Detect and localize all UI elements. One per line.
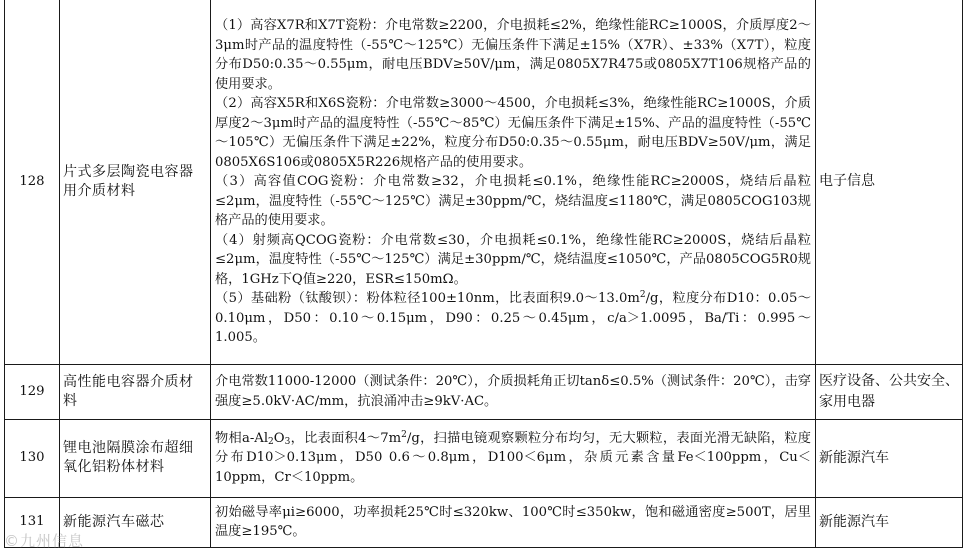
spec-text: /g，粒度分布D10：0.05～0.10μm，D50：0.10～0.15μm，D90：0.25～0.45μm，c/a＞1.0095，Ba/Ti：0.995～1.005。 — [215, 291, 811, 345]
application-field: 电子信息 — [816, 0, 963, 364]
spec-text: /g，扫描电镜观察颗粒分布均匀，无大颗粒，表面光滑无缺陷，粒度分布D10＞0.13μm，D50 0.6～0.8μm，D100＜6μm，杂质元素含量Fe＜100ppm，Cu＜10ppm，Cr＜10ppm。 — [215, 430, 811, 485]
spec-paragraph: （2）高容X5R和X6S瓷粉：介电常数≥3000～4500，介电损耗≤3%，绝缘性能RC≥1000S，介质厚度2～3μm时产品的温度特性（-55℃～85℃）无偏压条件下满足±15%、产品的温度特性（-55℃～105℃）无偏压条件下满足±22%，粒度分布D50:0.35～0.55μm，耐电压BDV≥50V/μm，满足0805X6S106或0805X5R226规格产品的使用要求。 — [215, 96, 811, 170]
table-row — [5, 0, 963, 364]
spec-cell: 初始磁导率μi≥6000，功率损耗25℃时≤320kw、100℃时≤350kw，饱和磁通密度≥500T，居里温度≥195℃。 — [211, 497, 816, 547]
spec-cell: 介电常数11000-12000（测试条件：20℃），介质损耗角正切tanδ≤0.5%（测试条件：20℃），击穿强度≥5.0kV·AC/mm，抗浪涌冲击≥9kV·AC。 — [211, 364, 816, 419]
watermark: ©九州信息 — [4, 532, 85, 550]
spec-cell — [211, 0, 816, 364]
application-field: 新能源汽车 — [816, 497, 963, 547]
table-row — [5, 497, 963, 547]
spec-text: 物相a-Al — [215, 430, 269, 446]
subscript: 3 — [284, 436, 291, 447]
spec-paragraph: （4）射频高QCOG瓷粉：介电常数≤30，介电损耗≤0.1%，绝缘性能RC≥2000S，烧结后晶粒≤2μm，温度特性（-55℃～125℃）满足±30ppm/℃，烧结温度≤1050℃，产品0805COG5R0规格，1GHz下Q值≥220，ESR≤150mΩ。 — [215, 232, 811, 287]
spec-text: （5）基础粉（钛酸钡）：粉体粒径100±10nm，比表面积9.0～13.0m — [215, 291, 640, 306]
spec-paragraph: （3）高容值COG瓷粉：介电常数≥32，介电损耗≤0.1%，绝缘性能RC≥2000S，烧结后晶粒≤2μm，温度特性（-55℃～125℃）满足±30ppm/℃，烧结温度≤1180℃，满足0805COG103规格产品的使用要求。 — [215, 174, 811, 228]
superscript: 2 — [401, 429, 407, 440]
table-row — [5, 364, 963, 419]
material-name: 高性能电容器介质材料 — [60, 364, 211, 419]
spec-text: O — [273, 430, 285, 446]
material-name: 片式多层陶瓷电容器用介质材料 — [60, 0, 211, 364]
spec-paragraph — [215, 289, 811, 348]
row-number: 128 — [5, 0, 60, 364]
superscript: 2 — [639, 290, 646, 300]
spec-text: ，比表面积4～7m — [290, 430, 402, 446]
row-number: 129 — [5, 364, 60, 419]
row-number: 131 — [5, 497, 60, 547]
row-number: 130 — [5, 419, 60, 497]
spec-cell — [211, 419, 816, 497]
application-field: 医疗设备、公共安全、家用电器 — [816, 364, 963, 419]
spec-paragraph: （1）高容X7R和X7T瓷粉：介电常数≥2200，介电损耗≤2%，绝缘性能RC≥1000S，介质厚度2～3μm时产品的温度特性（-55℃～125℃）无偏压条件下满足±15%（X7R）、±33%（X7T），粒度分布D50:0.35～0.55μm，耐电压BDV≥50V/μm，满足0805X7R475或0805X7T106规格产品的使用要求。 — [215, 18, 811, 92]
table-row — [5, 419, 963, 497]
subscript: 2 — [268, 436, 274, 447]
material-name: 新能源汽车磁芯 — [60, 497, 211, 547]
materials-table — [4, 0, 963, 548]
material-name: 锂电池隔膜涂布超细氧化铝粉体材料 — [60, 419, 211, 497]
application-field: 新能源汽车 — [816, 419, 963, 497]
